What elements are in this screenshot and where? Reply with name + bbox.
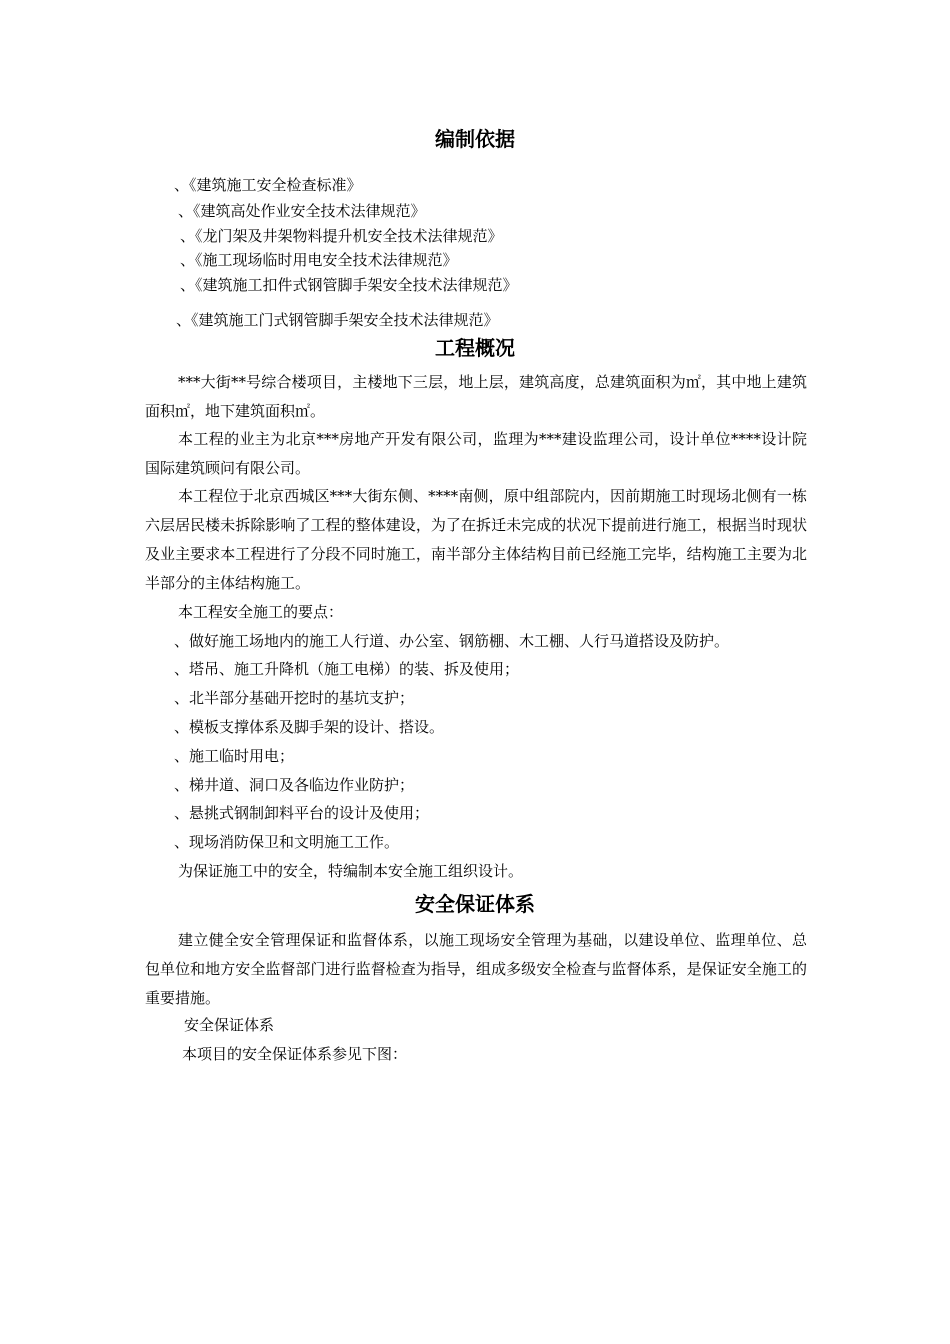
overview-closing: 为保证施工中的安全，特编制本安全施工组织设计。 (178, 862, 524, 880)
basis-item: 、《建筑施工安全检查标准》 (174, 176, 362, 194)
key-point-item: 、施工临时用电； (174, 747, 295, 765)
key-points-intro: 本工程安全施工的要点： (178, 603, 344, 621)
section-title-overview: 工程概况 (435, 336, 515, 360)
key-point-item: 、模板支撑体系及脚手架的设计、搭设。 (174, 718, 445, 736)
basis-item: 、《建筑施工扣件式钢管脚手架安全技术法律规范》 (180, 276, 518, 294)
key-point-item: 、做好施工场地内的施工人行道、办公室、钢筋棚、木工棚、人行马道搭设及防护。 (174, 632, 730, 650)
overview-paragraph-3: 本工程位于北京西城区***大街东侧、****南侧，原中组部院内，因前期施工时现场北侧有一栋六层居民楼未拆除影响了工程的整体建设，为了在拆迁未完成的状况下提前进行施工，根据当时现状及业主要求本工程进行了分段不同时施工，南半部分主体结构目前已经施工完毕，结构施工主要为北半部分的主体结构施工。 (145, 487, 807, 592)
overview-paragraph-1: ***大街**号综合楼项目，主楼地下三层，地上层，建筑高度，总建筑面积为㎡，其中地上建筑面积㎡，地下建筑面积㎡。 (145, 373, 807, 420)
safety-paragraph: 建立健全安全管理保证和监督体系，以施工现场安全管理为基础，以建设单位、监理单位、总包单位和地方安全监督部门进行监督检查为指导，组成多级安全检查与监督体系，是保证安全施工的重要措施。 (145, 931, 807, 1007)
section-title-basis: 编制依据 (435, 127, 515, 151)
basis-item: 、《龙门架及井架物料提升机安全技术法律规范》 (180, 227, 503, 245)
basis-item: 、《施工现场临时用电安全技术法律规范》 (180, 251, 458, 269)
safety-diagram-note: 本项目的安全保证体系参见下图： (182, 1045, 408, 1063)
key-point-item: 、梯井道、洞口及各临边作业防护； (174, 776, 415, 794)
section-title-safety: 安全保证体系 (415, 892, 535, 916)
safety-subheading: 安全保证体系 (184, 1016, 275, 1034)
key-point-item: 、现场消防保卫和文明施工工作。 (174, 833, 400, 851)
key-point-item: 、悬挑式钢制卸料平台的设计及使用； (174, 804, 430, 822)
key-point-item: 、塔吊、施工升降机（施工电梯）的装、拆及使用； (174, 660, 520, 678)
key-point-item: 、北半部分基础开挖时的基坑支护； (174, 689, 415, 707)
basis-item: 、《建筑施工门式钢管脚手架安全技术法律规范》 (176, 311, 499, 329)
basis-item: 、《建筑高处作业安全技术法律规范》 (178, 202, 426, 220)
overview-paragraph-2: 本工程的业主为北京***房地产开发有限公司，监理为***建设监理公司，设计单位****设计院国际建筑顾问有限公司。 (145, 430, 807, 477)
